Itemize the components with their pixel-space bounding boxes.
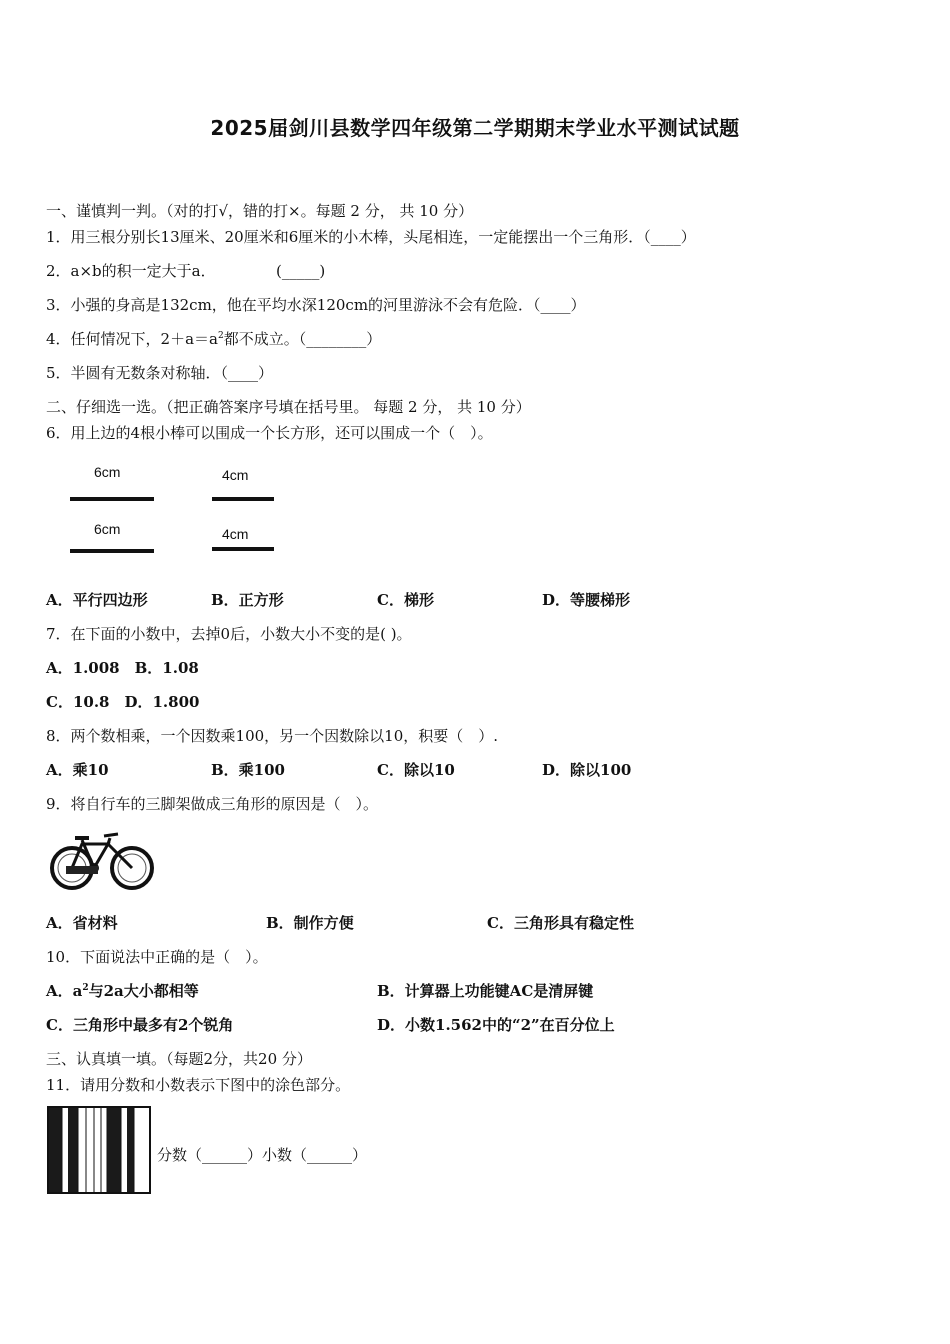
question-8-option-c: C．除以10 — [377, 761, 455, 779]
question-10-option-d: D．小数1.562中的“2”在百分位上 — [377, 1016, 615, 1034]
question-10-option-a-pre: A．a — [46, 982, 83, 1000]
section-1-heading: 一、谨慎判一判。（对的打√，错的打×。每题 2 分， 共 10 分） — [46, 202, 474, 220]
question-7-options-row-1: A．1.008 B．1.08 — [46, 659, 199, 677]
question-8-option-d: D．除以100 — [542, 761, 632, 779]
page-title: 2025届剑川县数学四年级第二学期期末学业水平测试试题 — [210, 116, 740, 140]
question-6-option-c: C．梯形 — [377, 591, 434, 609]
question-6-option-a: A．平行四边形 — [46, 591, 148, 609]
question-6-option-d: D．等腰梯形 — [542, 591, 631, 609]
question-4-post: 都不成立。（________） — [223, 330, 382, 348]
question-11: 11．请用分数和小数表示下图中的涂色部分。 — [46, 1076, 351, 1094]
stick-label-4: 4cm — [222, 526, 249, 542]
stick-label-2: 6cm — [94, 521, 121, 537]
question-6: 6．用上边的4根小棒可以围成一个长方形，还可以围成一个（ ）。 — [46, 424, 493, 442]
section-2-heading: 二、仔细选一选。（把正确答案序号填在括号里。 每题 2 分， 共 10 分） — [46, 398, 531, 416]
question-9-option-c: C．三角形具有稳定性 — [487, 914, 634, 932]
question-7: 7．在下面的小数中，去掉0后，小数大小不变的是( )。 — [46, 625, 412, 643]
question-10: 10．下面说法中正确的是（ ）。 — [46, 948, 268, 966]
question-10-option-a-exponent: 2 — [82, 983, 89, 993]
question-4-pre: 4．任何情况下，2＋a＝a — [46, 330, 218, 348]
question-7-options-row-2: C．10.8 D．1.800 — [46, 693, 200, 711]
question-10-option-b: B．计算器上功能键AC是清屏键 — [377, 982, 594, 1000]
stick-4 — [212, 547, 274, 551]
stick-3 — [212, 497, 274, 501]
striped-rectangle-figure — [47, 1106, 151, 1194]
question-9-option-b: B．制作方便 — [266, 914, 354, 932]
bicycle-image — [48, 826, 158, 894]
question-11-answer: 分数（______）小数（______） — [157, 1146, 368, 1164]
question-5: 5．半圆有无数条对称轴．（____） — [46, 364, 274, 382]
question-10-option-a — [46, 981, 199, 1001]
question-6-option-b: B．正方形 — [211, 591, 284, 609]
question-4 — [46, 329, 381, 349]
question-10-option-a-post: 与2a大小都相等 — [88, 982, 199, 1000]
stick-label-3: 4cm — [222, 467, 249, 483]
question-8: 8．两个数相乘，一个因数乘100，另一个因数除以10，积要（ ）. — [46, 727, 499, 745]
question-4-exponent: 2 — [217, 331, 224, 341]
question-8-option-b: B．乘100 — [211, 761, 285, 779]
question-10-option-c: C．三角形中最多有2个锐角 — [46, 1016, 234, 1034]
stick-label-1: 6cm — [94, 464, 121, 480]
question-9-option-a: A．省材料 — [46, 914, 118, 932]
question-3: 3．小强的身高是132cm，他在平均水深120cm的河里游泳不会有危险．（____） — [46, 296, 586, 314]
question-9: 9．将自行车的三脚架做成三角形的原因是（ ）。 — [46, 795, 379, 813]
section-3-heading: 三、认真填一填。（每题2分，共20 分） — [46, 1050, 312, 1068]
question-2-blank: (_____) — [276, 262, 326, 280]
stick-1 — [70, 497, 154, 501]
question-1: 1．用三根分别长13厘米、20厘米和6厘米的小木棒，头尾相连，一定能摆出一个三角形．（____） — [46, 228, 696, 246]
question-2: 2．a×b的积一定大于a． — [46, 262, 216, 280]
question-8-option-a: A．乘10 — [46, 761, 109, 779]
sticks-figure — [68, 458, 288, 558]
stick-2 — [70, 549, 154, 553]
